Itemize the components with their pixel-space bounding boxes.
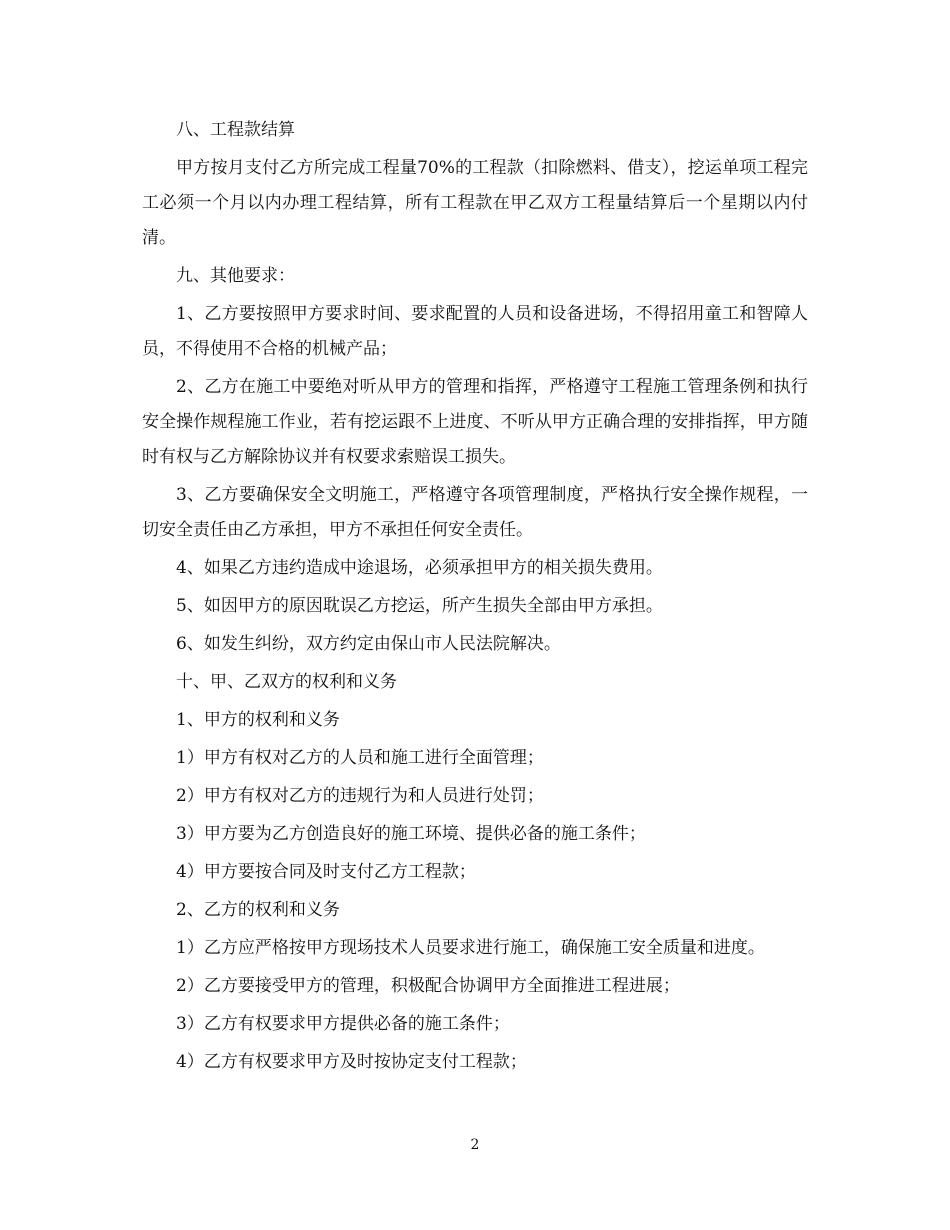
subheading-party-b: 2、乙方的权利和义务 bbox=[176, 900, 340, 920]
party-b-item-2: 2）乙方要接受甲方的管理，积极配合协调甲方全面推进工程进展； bbox=[176, 976, 680, 996]
requirement-item-4: 4、如果乙方违约造成中途退场，必须承担甲方的相关损失费用。 bbox=[176, 558, 663, 578]
section-heading-settlement: 八、工程款结算 bbox=[176, 120, 295, 140]
section-heading-other-requirements: 九、其他要求： bbox=[176, 266, 295, 286]
party-a-item-3: 3）甲方要为乙方创造良好的施工环境、提供必备的施工条件； bbox=[176, 824, 646, 844]
party-a-item-1: 1）甲方有权对乙方的人员和施工进行全面管理； bbox=[176, 748, 544, 768]
party-a-item-4: 4）甲方要按合同及时支付乙方工程款； bbox=[176, 862, 476, 882]
requirement-item-6: 6、如发生纠纷，双方约定由保山市人民法院解决。 bbox=[176, 634, 561, 654]
party-a-item-2: 2）甲方有权对乙方的违规行为和人员进行处罚； bbox=[176, 786, 544, 806]
page-number: 2 bbox=[470, 1137, 480, 1153]
document-body bbox=[142, 113, 808, 1083]
requirement-item-5: 5、如因甲方的原因耽误乙方挖运，所产生损失全部由甲方承担。 bbox=[176, 596, 663, 616]
subheading-party-a: 1、甲方的权利和义务 bbox=[176, 710, 340, 730]
party-b-item-1: 1）乙方应严格按甲方现场技术人员要求进行施工，确保施工安全质量和进度。 bbox=[176, 938, 765, 958]
section-heading-rights-obligations: 十、甲、乙双方的权利和义务 bbox=[176, 672, 397, 692]
paragraph-settlement-terms: 甲方按月支付乙方所完成工程量70%的工程款（扣除燃料、借支），挖运单项工程完工必须一个月以内办理工程结算，所有工程款在甲乙双方工程量结算后一个星期以内付清。 bbox=[142, 158, 808, 248]
party-b-item-3: 3）乙方有权要求甲方提供必备的施工条件； bbox=[176, 1014, 510, 1034]
requirement-item-2: 2、乙方在施工中要绝对听从甲方的管理和指挥，严格遵守工程施工管理条例和执行安全操作规程施工作业，若有挖运跟不上进度、不听从甲方正确合理的安排指挥，甲方随时有权与乙方解除协议并有权要求索赔误工损失。 bbox=[142, 377, 808, 467]
party-b-item-4: 4）乙方有权要求甲方及时按协定支付工程款； bbox=[176, 1052, 527, 1072]
requirement-item-1: 1、乙方要按照甲方要求时间、要求配置的人员和设备进场，不得招用童工和智障人员，不得使用不合格的机械产品； bbox=[142, 304, 808, 359]
requirement-item-3: 3、乙方要确保安全文明施工，严格遵守各项管理制度，严格执行安全操作规程，一切安全责任由乙方承担，甲方不承担任何安全责任。 bbox=[142, 485, 808, 540]
